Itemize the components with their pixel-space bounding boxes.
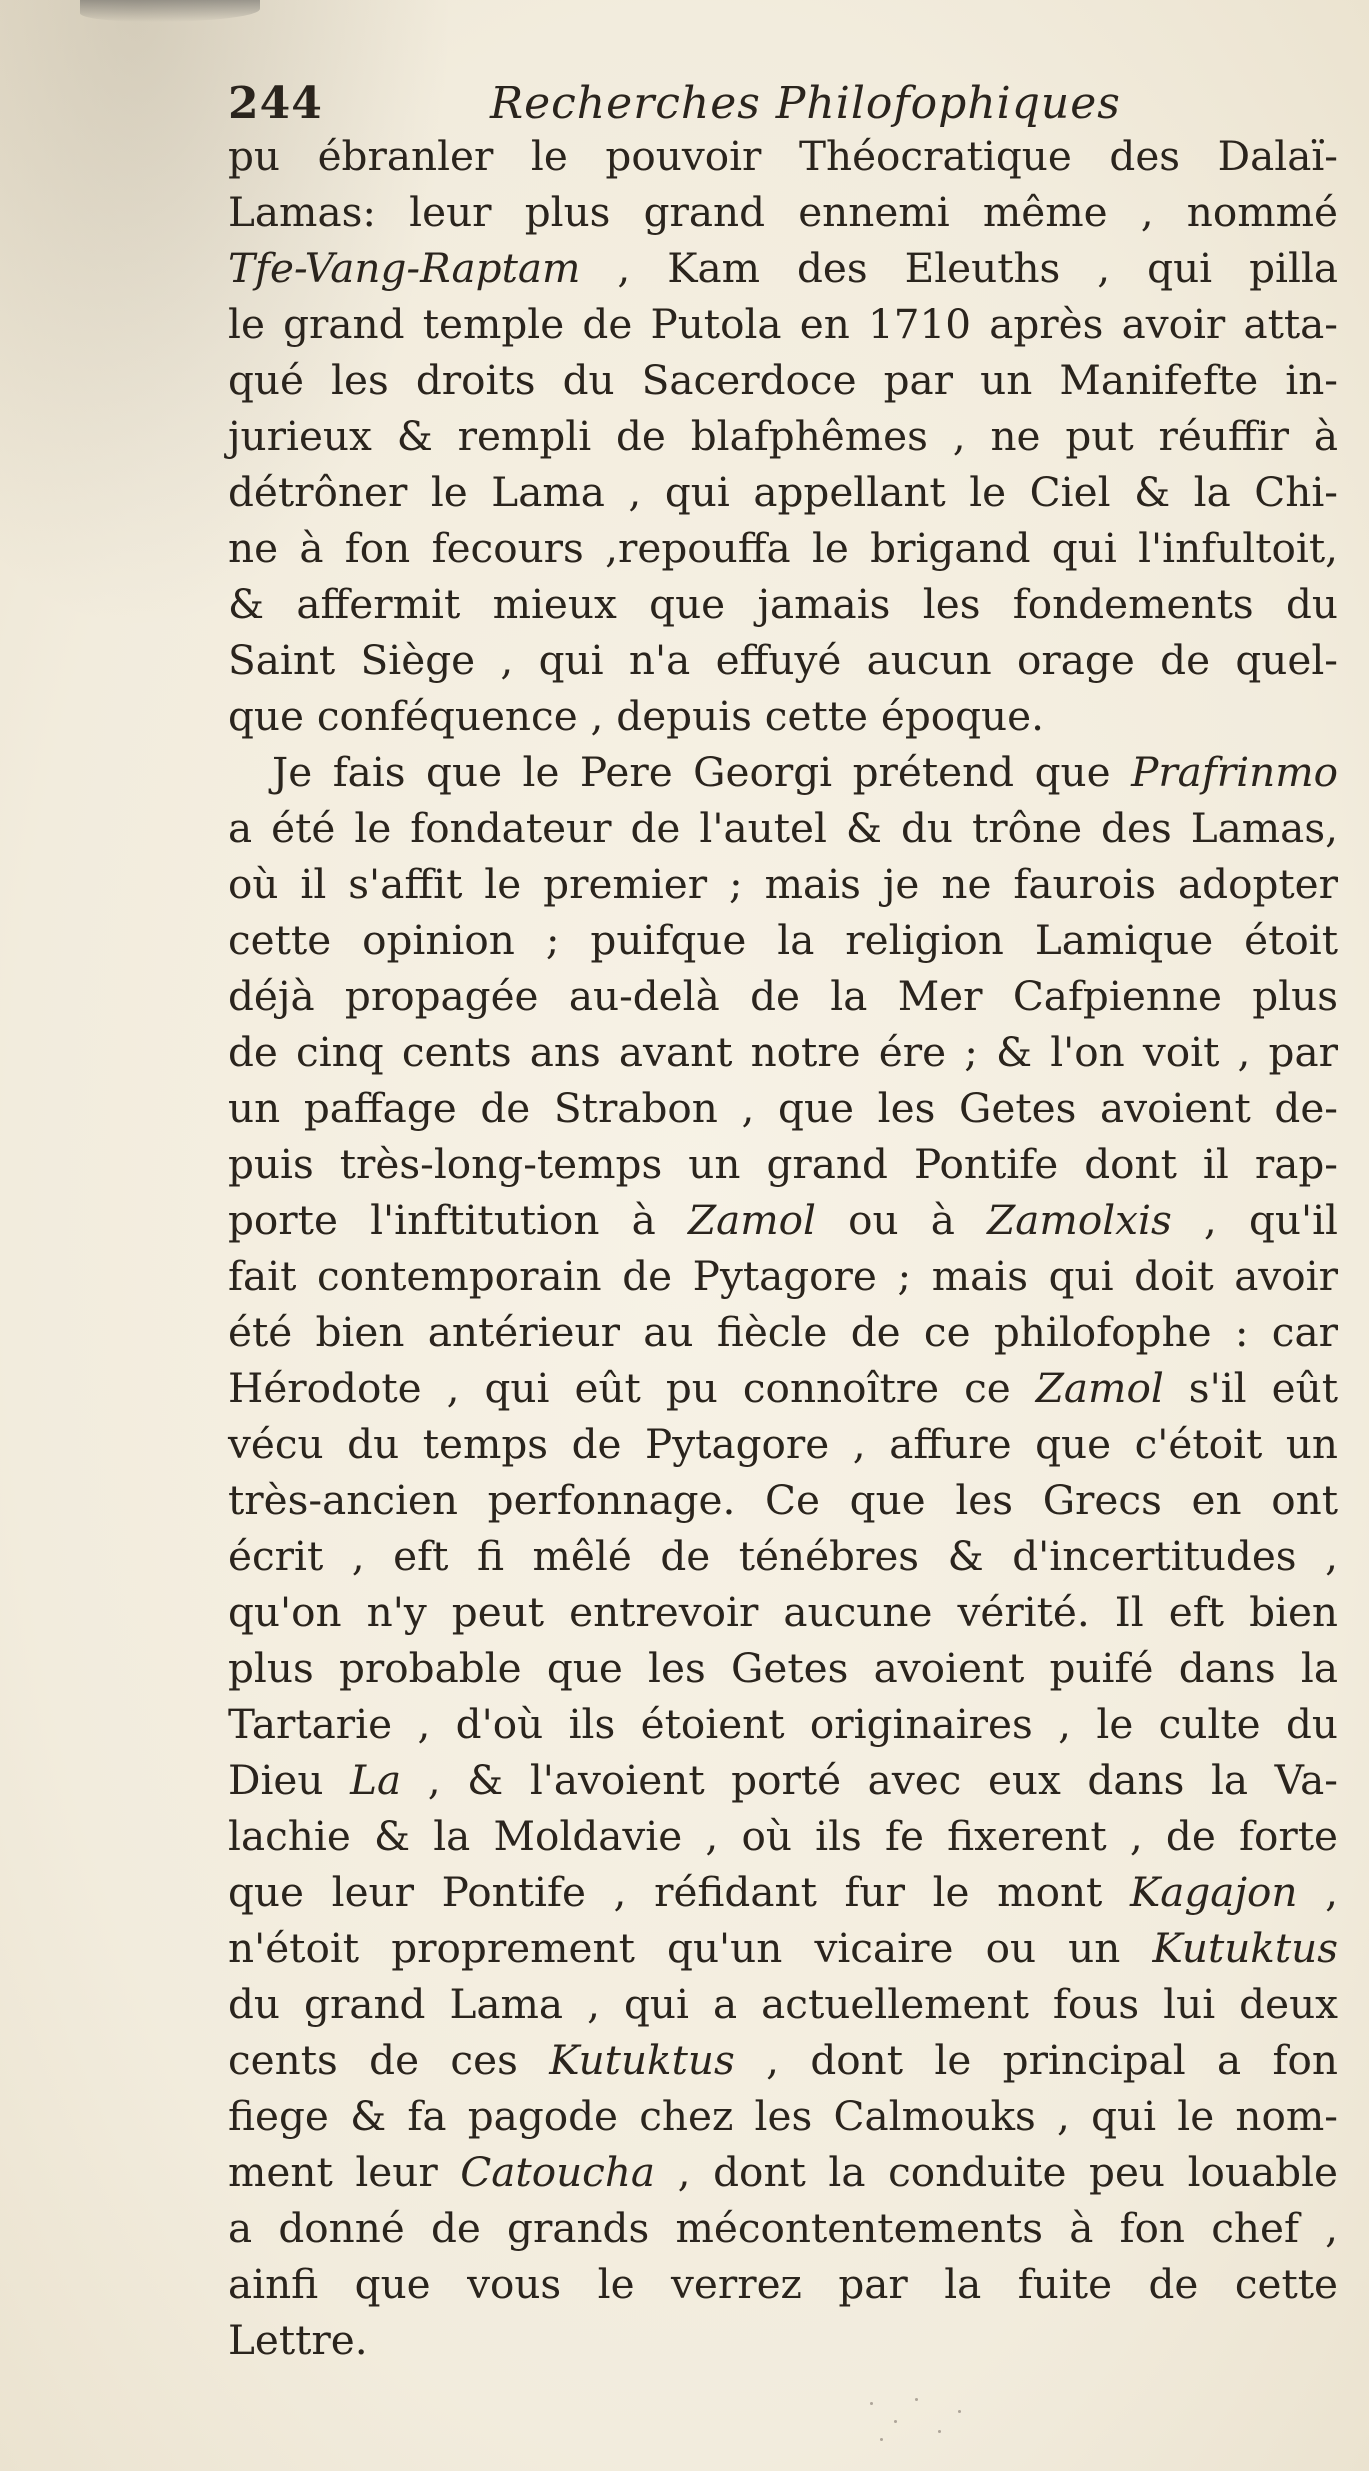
text-segment: puis très-long-temps un grand Pontife dont il rap- bbox=[228, 1140, 1338, 1188]
text-segment: Lettre. bbox=[228, 2316, 368, 2364]
text-segment: s'il eût bbox=[1163, 1364, 1338, 1412]
text-segment: été bien antérieur au fiècle de ce philofophe : car bbox=[228, 1308, 1338, 1356]
text-line bbox=[228, 632, 1338, 688]
text-line bbox=[228, 352, 1338, 408]
text-segment: fiege & fa pagode chez les Calmouks , qui le nom- bbox=[228, 2092, 1338, 2140]
text-line bbox=[228, 968, 1338, 1024]
text-segment: cents de ces bbox=[228, 2036, 550, 2084]
text-segment: lachie & la Moldavie , où ils fe fixerent , de forte bbox=[228, 1812, 1338, 1860]
text-segment: plus probable que les Getes avoient puifé dans la bbox=[228, 1644, 1338, 1692]
text-segment: déjà propagée au-delà de la Mer Cafpienne plus bbox=[228, 972, 1338, 1020]
text-segment: cette opinion ; puifque la religion Lamique étoit bbox=[228, 916, 1338, 964]
text-line bbox=[228, 240, 1338, 296]
text-segment: du grand Lama , qui a actuellement fous lui deux bbox=[228, 1980, 1338, 2028]
text-segment: un paffage de Strabon , que les Getes avoient de- bbox=[228, 1084, 1338, 1132]
running-title: Recherches Philofophiques bbox=[490, 78, 1121, 129]
text-segment: de cinq cents ans avant notre ére ; & l'on voit , par bbox=[228, 1028, 1338, 1076]
text-line bbox=[228, 184, 1338, 240]
text-segment: ainfi que vous le verrez par la fuite de cette bbox=[228, 2260, 1338, 2308]
text-line bbox=[228, 576, 1338, 632]
text-line bbox=[228, 1920, 1338, 1976]
italic-term: Kagajon bbox=[1129, 1868, 1298, 1916]
text-line bbox=[228, 1136, 1338, 1192]
text-line bbox=[228, 1640, 1338, 1696]
text-segment: , Kam des Eleuths , qui pilla bbox=[580, 244, 1338, 292]
text-segment: & affermit mieux que jamais les fondements du bbox=[228, 580, 1338, 628]
text-segment: Je fais que le Pere Georgi prétend que bbox=[272, 748, 1132, 796]
italic-term: La bbox=[350, 1756, 402, 1804]
text-segment: Lamas: leur plus grand ennemi même , nommé bbox=[228, 188, 1338, 236]
text-line bbox=[228, 464, 1338, 520]
text-line bbox=[228, 296, 1338, 352]
italic-term: Kutuktus bbox=[549, 2036, 735, 2084]
text-line bbox=[228, 1976, 1338, 2032]
text-segment: , bbox=[1297, 1868, 1338, 1916]
paper-specks bbox=[860, 2390, 980, 2450]
text-segment: qu'on n'y peut entrevoir aucune vérité. Il eft bien bbox=[228, 1588, 1338, 1636]
text-line bbox=[228, 1808, 1338, 1864]
italic-term: Tfe-Vang-Raptam bbox=[228, 244, 581, 292]
text-line bbox=[228, 1080, 1338, 1136]
text-segment: Tartarie , d'où ils étoient originaires , le culte du bbox=[228, 1700, 1338, 1748]
text-segment: écrit , eft fi mêlé de ténébres & d'incertitudes , bbox=[228, 1532, 1338, 1580]
text-segment: a donné de grands mécontentements à fon chef , bbox=[228, 2204, 1338, 2252]
text-segment: porte l'inftitution à bbox=[228, 1196, 688, 1244]
text-segment: que conféquence , depuis cette époque. bbox=[228, 692, 1044, 740]
italic-term: Kutuktus bbox=[1152, 1924, 1338, 1972]
text-line bbox=[228, 1864, 1338, 1920]
text-segment: ne à fon fecours ,repouffa le brigand qui l'infultoit, bbox=[228, 524, 1338, 572]
text-segment: , dont la conduite peu louable bbox=[655, 2148, 1338, 2196]
text-segment: n'étoit proprement qu'un vicaire ou un bbox=[228, 1924, 1153, 1972]
text-line bbox=[228, 1752, 1338, 1808]
text-segment: détrôner le Lama , qui appellant le Ciel & la Chi- bbox=[228, 468, 1338, 516]
text-line bbox=[228, 1528, 1338, 1584]
text-segment: Dieu bbox=[228, 1756, 351, 1804]
text-segment: pu ébranler le pouvoir Théocratique des Dalaï- bbox=[228, 132, 1338, 180]
body-text bbox=[228, 128, 1338, 2368]
text-segment: , qu'il bbox=[1171, 1196, 1338, 1244]
text-line bbox=[228, 912, 1338, 968]
text-line bbox=[228, 800, 1338, 856]
text-segment: a été le fondateur de l'autel & du trône des Lamas, bbox=[228, 804, 1338, 852]
text-line bbox=[228, 128, 1338, 184]
text-line bbox=[228, 744, 1338, 800]
italic-term: Catoucha bbox=[460, 2148, 656, 2196]
text-line bbox=[228, 408, 1338, 464]
text-segment: très-ancien perfonnage. Ce que les Grecs en ont bbox=[228, 1476, 1338, 1524]
text-segment: , dont le principal a fon bbox=[734, 2036, 1338, 2084]
text-segment: que leur Pontife , réfidant fur le mont bbox=[228, 1868, 1130, 1916]
text-line bbox=[228, 856, 1338, 912]
text-segment: vécu du temps de Pytagore , affure que c'étoit un bbox=[228, 1420, 1338, 1468]
text-line bbox=[228, 1360, 1338, 1416]
text-line bbox=[228, 1192, 1338, 1248]
text-line bbox=[228, 2032, 1338, 2088]
text-line bbox=[228, 1584, 1338, 1640]
text-line bbox=[228, 2312, 1338, 2368]
text-segment: fait contemporain de Pytagore ; mais qui doit avoir bbox=[228, 1252, 1338, 1300]
text-line bbox=[228, 688, 1338, 744]
page-number: 244 bbox=[228, 78, 323, 129]
text-line bbox=[228, 2256, 1338, 2312]
text-segment: ou à bbox=[816, 1196, 988, 1244]
text-line bbox=[228, 1416, 1338, 1472]
text-segment: , & l'avoient porté avec eux dans la Va- bbox=[401, 1756, 1338, 1804]
text-segment: le grand temple de Putola en 1710 après avoir atta- bbox=[228, 300, 1338, 348]
italic-term: Zamolxis bbox=[987, 1196, 1172, 1244]
page-corner-shadow bbox=[80, 0, 260, 22]
text-line bbox=[228, 1472, 1338, 1528]
text-line bbox=[228, 2088, 1338, 2144]
text-segment: où il s'affit le premier ; mais je ne faurois adopter bbox=[228, 860, 1338, 908]
text-line bbox=[228, 1304, 1338, 1360]
italic-term: Zamol bbox=[1035, 1364, 1164, 1412]
text-segment: ment leur bbox=[228, 2148, 461, 2196]
text-line bbox=[228, 1248, 1338, 1304]
italic-term: Zamol bbox=[687, 1196, 816, 1244]
text-line bbox=[228, 1024, 1338, 1080]
text-segment: qué les droits du Sacerdoce par un Manifefte in- bbox=[228, 356, 1338, 404]
text-segment: jurieux & rempli de blafphêmes , ne put réuffir à bbox=[228, 412, 1338, 460]
italic-term: Prafrinmo bbox=[1131, 748, 1338, 796]
text-line bbox=[228, 520, 1338, 576]
text-line bbox=[228, 2200, 1338, 2256]
text-line bbox=[228, 2144, 1338, 2200]
text-line bbox=[228, 1696, 1338, 1752]
text-segment: Saint Siège , qui n'a effuyé aucun orage de quel- bbox=[228, 636, 1338, 684]
text-segment: Hérodote , qui eût pu connoître ce bbox=[228, 1364, 1036, 1412]
